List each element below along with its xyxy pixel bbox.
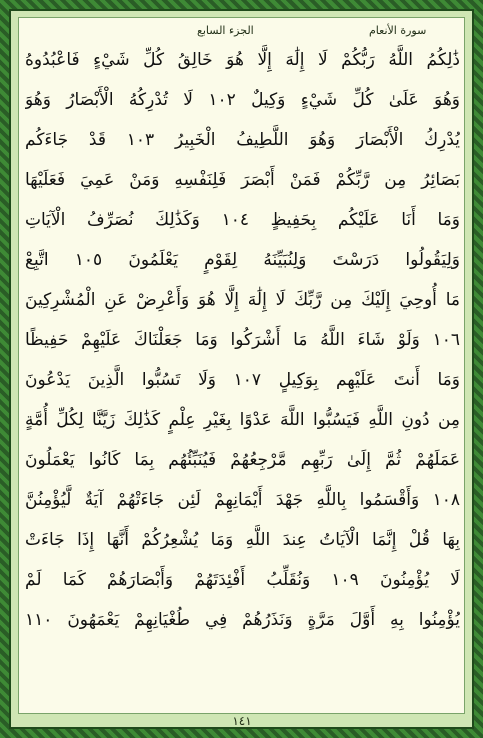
- verse-line: ١٠٨ وَأَقْسَمُوا بِاللَّهِ جَهْدَ أَيْمَانِهِمْ لَئِن جَاءَتْهُمْ آيَةٌ لَّيُؤْمِنُنَّ: [25, 490, 460, 510]
- juz-header: الجزء السابع: [197, 24, 254, 37]
- verse-line: ذَٰلِكُمُ اللَّهُ رَبُّكُمْ لَا إِلَٰهَ إِلَّا هُوَ خَالِقُ كُلِّ شَيْءٍ فَاعْبُدُوهُ: [25, 50, 460, 70]
- surah-header: سورة الأنعام: [369, 24, 427, 37]
- verse-line: مَا أُوحِيَ إِلَيْكَ مِن رَّبِّكَ لَا إِلَٰهَ إِلَّا هُوَ وَأَعْرِضْ عَنِ الْمُشْرِكِينَ: [25, 290, 460, 310]
- verse-line: لَا يُؤْمِنُونَ ١٠٩ وَنُقَلِّبُ أَفْئِدَتَهُمْ وَأَبْصَارَهُمْ كَمَا لَمْ: [25, 570, 460, 590]
- verse-line: بَصَائِرُ مِن رَّبِّكُمْ فَمَنْ أَبْصَرَ فَلِنَفْسِهِ وَمَنْ عَمِيَ فَعَلَيْهَا: [25, 170, 460, 190]
- page-number: ١٤١: [232, 714, 252, 728]
- verse-line: وَهُوَ عَلَىٰ كُلِّ شَيْءٍ وَكِيلٌ ١٠٢ لَا تُدْرِكُهُ الْأَبْصَارُ وَهُوَ: [25, 90, 460, 110]
- verse-line: يُدْرِكُ الْأَبْصَارَ وَهُوَ اللَّطِيفُ الْخَبِيرُ ١٠٣ قَدْ جَاءَكُم: [25, 130, 460, 150]
- mushaf-page: [18, 17, 465, 714]
- verse-line: وَمَا أَنتَ عَلَيْهِم بِوَكِيلٍ ١٠٧ وَلَا تَسُبُّوا الَّذِينَ يَدْعُونَ: [25, 370, 460, 390]
- verse-line: وَمَا أَنَا عَلَيْكُم بِحَفِيظٍ ١٠٤ وَكَذَٰلِكَ نُصَرِّفُ الْآيَاتِ: [25, 210, 460, 230]
- verse-line: وَلِيَقُولُوا دَرَسْتَ وَلِنُبَيِّنَهُ لِقَوْمٍ يَعْلَمُونَ ١٠٥ اتَّبِعْ: [25, 250, 460, 270]
- verse-line: عَمَلَهُمْ ثُمَّ إِلَىٰ رَبِّهِم مَّرْجِعُهُمْ فَيُنَبِّئُهُم بِمَا كَانُوا يَعْمَلُونَ: [25, 450, 460, 470]
- verse-lines: [25, 40, 460, 640]
- verse-line: مِن دُونِ اللَّهِ فَيَسُبُّوا اللَّهَ عَدْوًا بِغَيْرِ عِلْمٍ كَذَٰلِكَ زَيَّنَّا لِكُلِّ أُمَّةٍ: [25, 410, 460, 430]
- verse-line: يُؤْمِنُوا بِهِ أَوَّلَ مَرَّةٍ وَنَذَرُهُمْ فِي طُغْيَانِهِمْ يَعْمَهُونَ ١١٠: [25, 610, 460, 630]
- verse-line: بِهَا قُلْ إِنَّمَا الْآيَاتُ عِندَ اللَّهِ وَمَا يُشْعِرُكُمْ أَنَّهَا إِذَا جَاءَتْ: [25, 530, 460, 550]
- verse-line: ١٠٦ وَلَوْ شَاءَ اللَّهُ مَا أَشْرَكُوا وَمَا جَعَلْنَاكَ عَلَيْهِمْ حَفِيظًا: [25, 330, 460, 350]
